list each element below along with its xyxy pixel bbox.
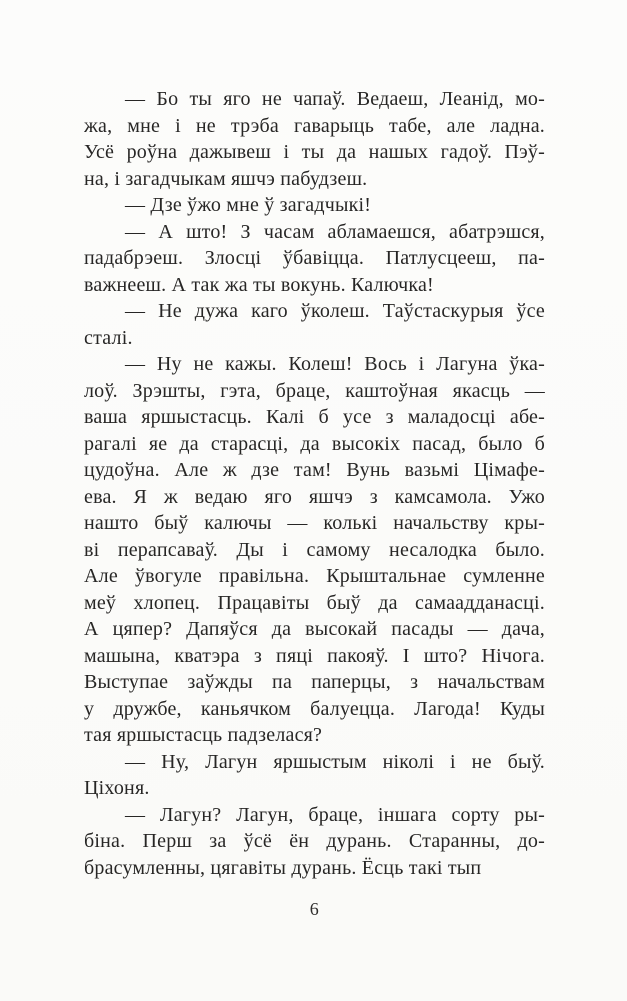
text-line: ева. Я ж ведаю яго яшчэ з камсамола. Ужо	[84, 485, 545, 508]
text-line: біна. Перш за ўсё ён дурань. Старанны, до-	[84, 830, 545, 852]
text-line: нашто быў калючы — колькі начальству кры-	[84, 512, 545, 534]
page-text	[84, 86, 545, 881]
text-line: — Ну не кажы. Колеш! Вось і Лагуна ўка-	[125, 353, 545, 375]
text-line: жа, мне і не трэба гаварыць табе, але ладна.	[84, 114, 545, 137]
text-line: важнееш. А так жа ты вокунь. Калючка!	[84, 273, 434, 296]
text-line: рагалі яе да старасці, да высокіх пасад, было б	[84, 432, 545, 455]
text-line: — Бо ты яго не чапаў. Ведаеш, Леанід, мо-	[125, 88, 545, 110]
text-line: А цяпер? Дапяўся да высокай пасады — дача,	[84, 618, 545, 640]
text-line: — Дзе ўжо мне ў загадчыкі!	[125, 194, 372, 216]
text-line: Але ўвогуле правільна. Крыштальнае сумленне	[84, 565, 545, 587]
text-line: брасумленны, цягавіты дурань. Ёсць такі тып	[84, 856, 482, 879]
text-line: Выступае заўжды па паперцы, з начальствам	[84, 671, 545, 693]
text-line: тая яршыстасць падзелася?	[84, 724, 323, 746]
text-line: — Лагун? Лагун, браце, іншага сорту ры-	[125, 803, 545, 826]
text-line: у дружбе, каньячком балуецца. Лагода! Куды	[84, 697, 545, 720]
paragraph	[84, 802, 545, 882]
text-line: лоў. Зрэшты, гэта, браце, каштоўная якасць —	[84, 379, 545, 402]
paragraph	[84, 192, 545, 219]
text-line: ваша яршыстасць. Калі б усе з маладосці абе-	[84, 406, 545, 428]
text-line: меў хлопец. Працавіты быў да самаадданасці.	[84, 591, 545, 614]
text-line: на, і загадчыкам яшчэ пабудзеш.	[84, 167, 368, 190]
text-line: — Не дужа каго ўколеш. Таўстаскурыя ўсе	[125, 300, 545, 322]
text-line: машына, кватэра з пяці пакояў. І што? Нічога.	[84, 644, 545, 667]
text-line: — Ну, Лагун яршыстым ніколі і не быў.	[125, 750, 545, 773]
paragraph	[84, 749, 545, 802]
paragraph	[84, 298, 545, 351]
text-line: ві перапсаваў. Ды і самому несалодка было.	[84, 538, 545, 561]
page-number: 6	[309, 899, 320, 919]
text-line: Ціхоня.	[84, 777, 150, 799]
text-line: Усё роўна дажывеш і ты да нашых гадоў. Пэў-	[84, 141, 545, 163]
text-line: — А што! З часам абламаешся, абатрэшся,	[125, 220, 545, 243]
text-line: сталі.	[84, 326, 133, 349]
text-line: цудоўна. Але ж дзе там! Вунь вазьмі Цімафе-	[84, 459, 545, 481]
paragraph	[84, 219, 545, 299]
text-line: падабрэеш. Злосці ўбавіцца. Патлусцееш, па-	[84, 247, 545, 269]
paragraph	[84, 86, 545, 192]
paragraph	[84, 351, 545, 749]
